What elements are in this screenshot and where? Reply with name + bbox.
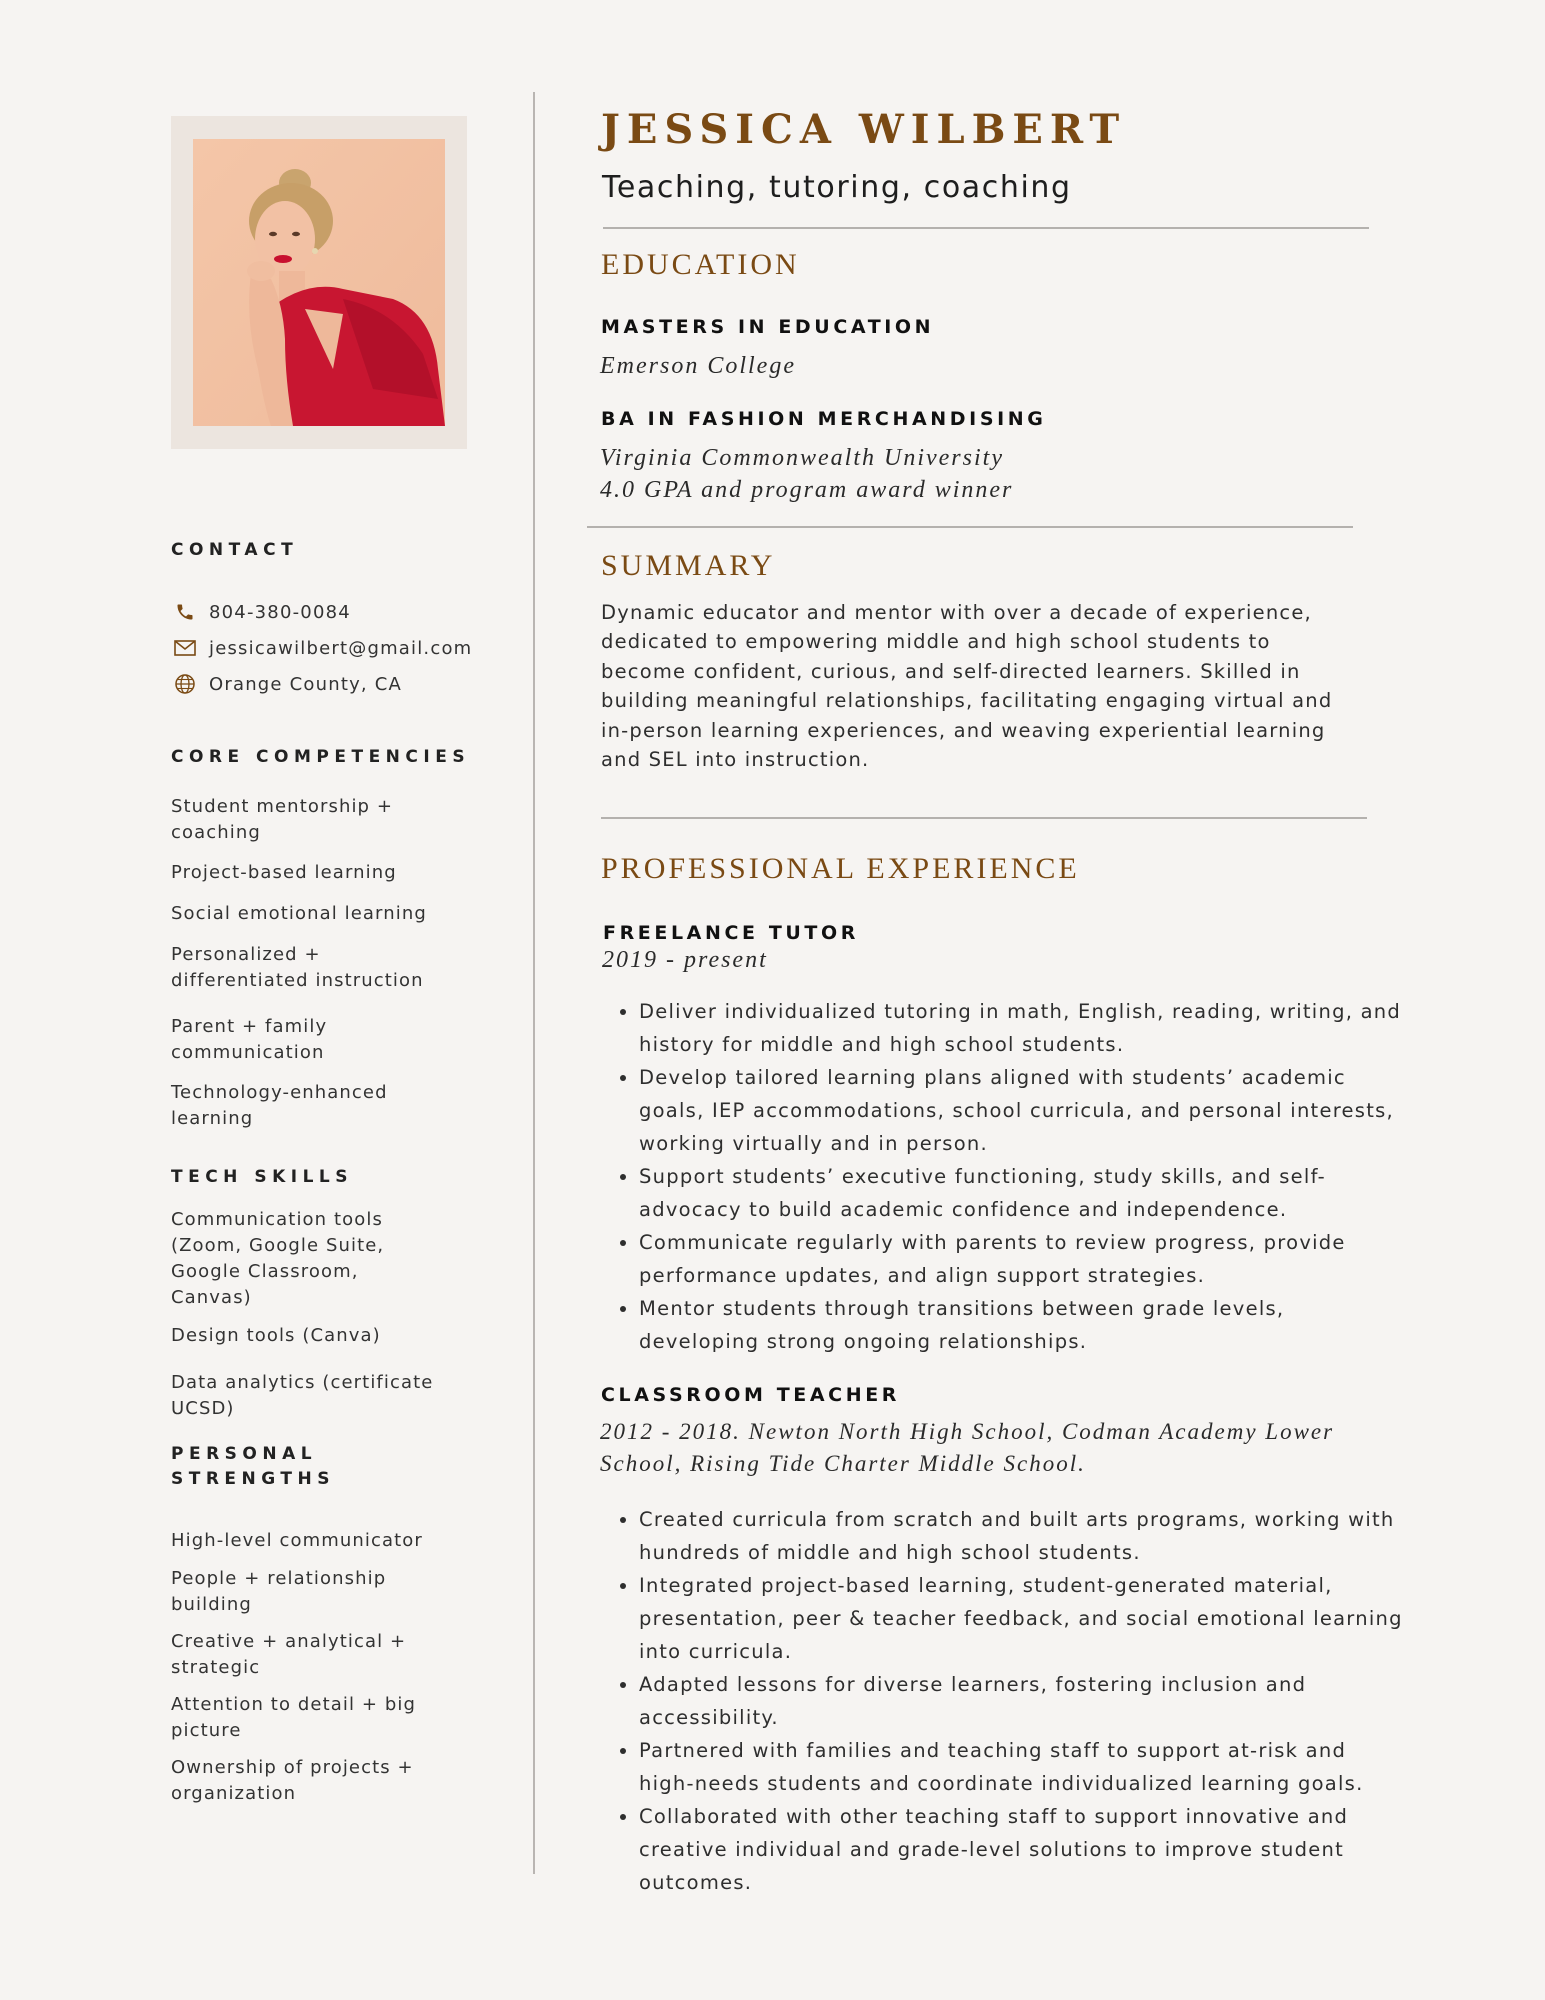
job-bullets [601,995,1409,1358]
competency-item: Project-based learning [171,862,397,883]
tech-skill-item: Communication tools (Zoom, Google Suite, Google Classroom, Canvas) [171,1209,385,1308]
photo-frame [171,116,467,449]
job-bullet: • Adapted lessons for diverse learners, fostering inclusion and accessibility. [639,1668,1409,1734]
job-title: FREELANCE TUTOR [603,922,859,944]
degree-title: MASTERS IN EDUCATION [601,316,935,338]
contact-email[interactable] [173,635,472,661]
degree-school: Virginia Commonwealth University [600,445,1004,471]
job-bullet: • Communicate regularly with parents to review progress, provide performance updates, and align support strategies. [639,1226,1409,1292]
divider [603,227,1369,229]
email-text: jessicawilbert@gmail.com [209,637,473,659]
competency-item: Technology-enhanced learning [171,1082,388,1129]
experience-heading: PROFESSIONAL EXPERIENCE [601,852,1080,885]
education-heading: EDUCATION [601,248,800,281]
job-bullet: • Develop tailored learning plans aligned with students’ academic goals, IEP accommodations, school curricula, and personal interests, working virtually and in person. [639,1061,1409,1160]
job-bullets [601,1503,1409,1899]
portrait-photo [193,139,445,426]
job-bullet: • Collaborated with other teaching staff to support innovative and creative individual and grade-level solutions to improve student outcomes. [639,1800,1409,1899]
contact-heading: CONTACT [171,540,299,560]
job-bullet: • Created curricula from scratch and built arts programs, working with hundreds of middle and high school students. [639,1503,1409,1569]
degree-title: BA IN FASHION MERCHANDISING [601,408,1047,430]
candidate-name: JESSICA WILBERT [601,106,1127,153]
job-bullet: • Integrated project-based learning, student-generated material, presentation, peer & teacher feedback, and social emotional learning into curricula. [639,1569,1409,1668]
contact-phone[interactable] [173,599,351,625]
strength-item: Ownership of projects + organization [171,1757,414,1804]
contact-location [173,671,402,697]
job-dates: 2012 - 2018. Newton North High School, Codman Academy Lower [600,1419,1335,1444]
degree-school: Emerson College [600,353,796,379]
job-bullet: • Partnered with families and teaching staff to support at-risk and high-needs students and coordinate individualized learning goals. [639,1734,1409,1800]
summary-heading: SUMMARY [601,549,776,582]
competencies-heading: CORE COMPETENCIES [171,747,471,767]
strengths-heading: PERSONAL STRENGTHS [171,1444,335,1489]
globe-icon [173,672,197,696]
competency-item: Student mentorship + coaching [171,796,394,843]
strength-item: Creative + analytical + strategic [171,1631,407,1678]
competency-item: Social emotional learning [171,903,427,924]
phone-icon [173,600,197,624]
column-divider [533,92,535,1874]
job-title: CLASSROOM TEACHER [601,1384,901,1406]
mail-icon [173,636,197,660]
tagline: Teaching, tutoring, coaching [602,170,1072,205]
competency-item: Parent + family communication [171,1016,328,1063]
job-dates: School, Rising Tide Charter Middle School. [600,1451,1086,1476]
divider [587,526,1353,528]
location-text: Orange County, CA [209,673,403,695]
divider [601,817,1367,819]
competency-item: Personalized + differentiated instruction [171,944,424,991]
job-dates: 2019 - present [602,947,768,973]
job-bullet: • Support students’ executive functioning, study skills, and self-advocacy to build academic confidence and independence. [639,1160,1409,1226]
strength-item: Attention to detail + big picture [171,1694,417,1741]
tech-skills-heading: TECH SKILLS [171,1167,353,1187]
job-bullet: • Mentor students through transitions between grade levels, developing strong ongoing relationships. [639,1292,1409,1358]
job-bullet: • Deliver individualized tutoring in math, English, reading, writing, and history for middle and high school students. [639,995,1409,1061]
tech-skill-item: Design tools (Canva) [171,1325,381,1346]
phone-text: 804-380-0084 [209,601,351,623]
degree-note: 4.0 GPA and program award winner [600,477,1014,503]
summary-text: Dynamic educator and mentor with over a decade of experience, dedicated to empowering middle and high school students to become confident, curious, and self-directed learners. Skilled in building meaningful relationships, facilitating engaging virtual and in-person learning experiences, and weaving experiential learning and SEL into instruction. [601,601,1333,772]
strength-item: People + relationship building [171,1568,387,1615]
strength-item: High-level communicator [171,1530,423,1551]
tech-skill-item: Data analytics (certificate UCSD) [171,1372,434,1419]
